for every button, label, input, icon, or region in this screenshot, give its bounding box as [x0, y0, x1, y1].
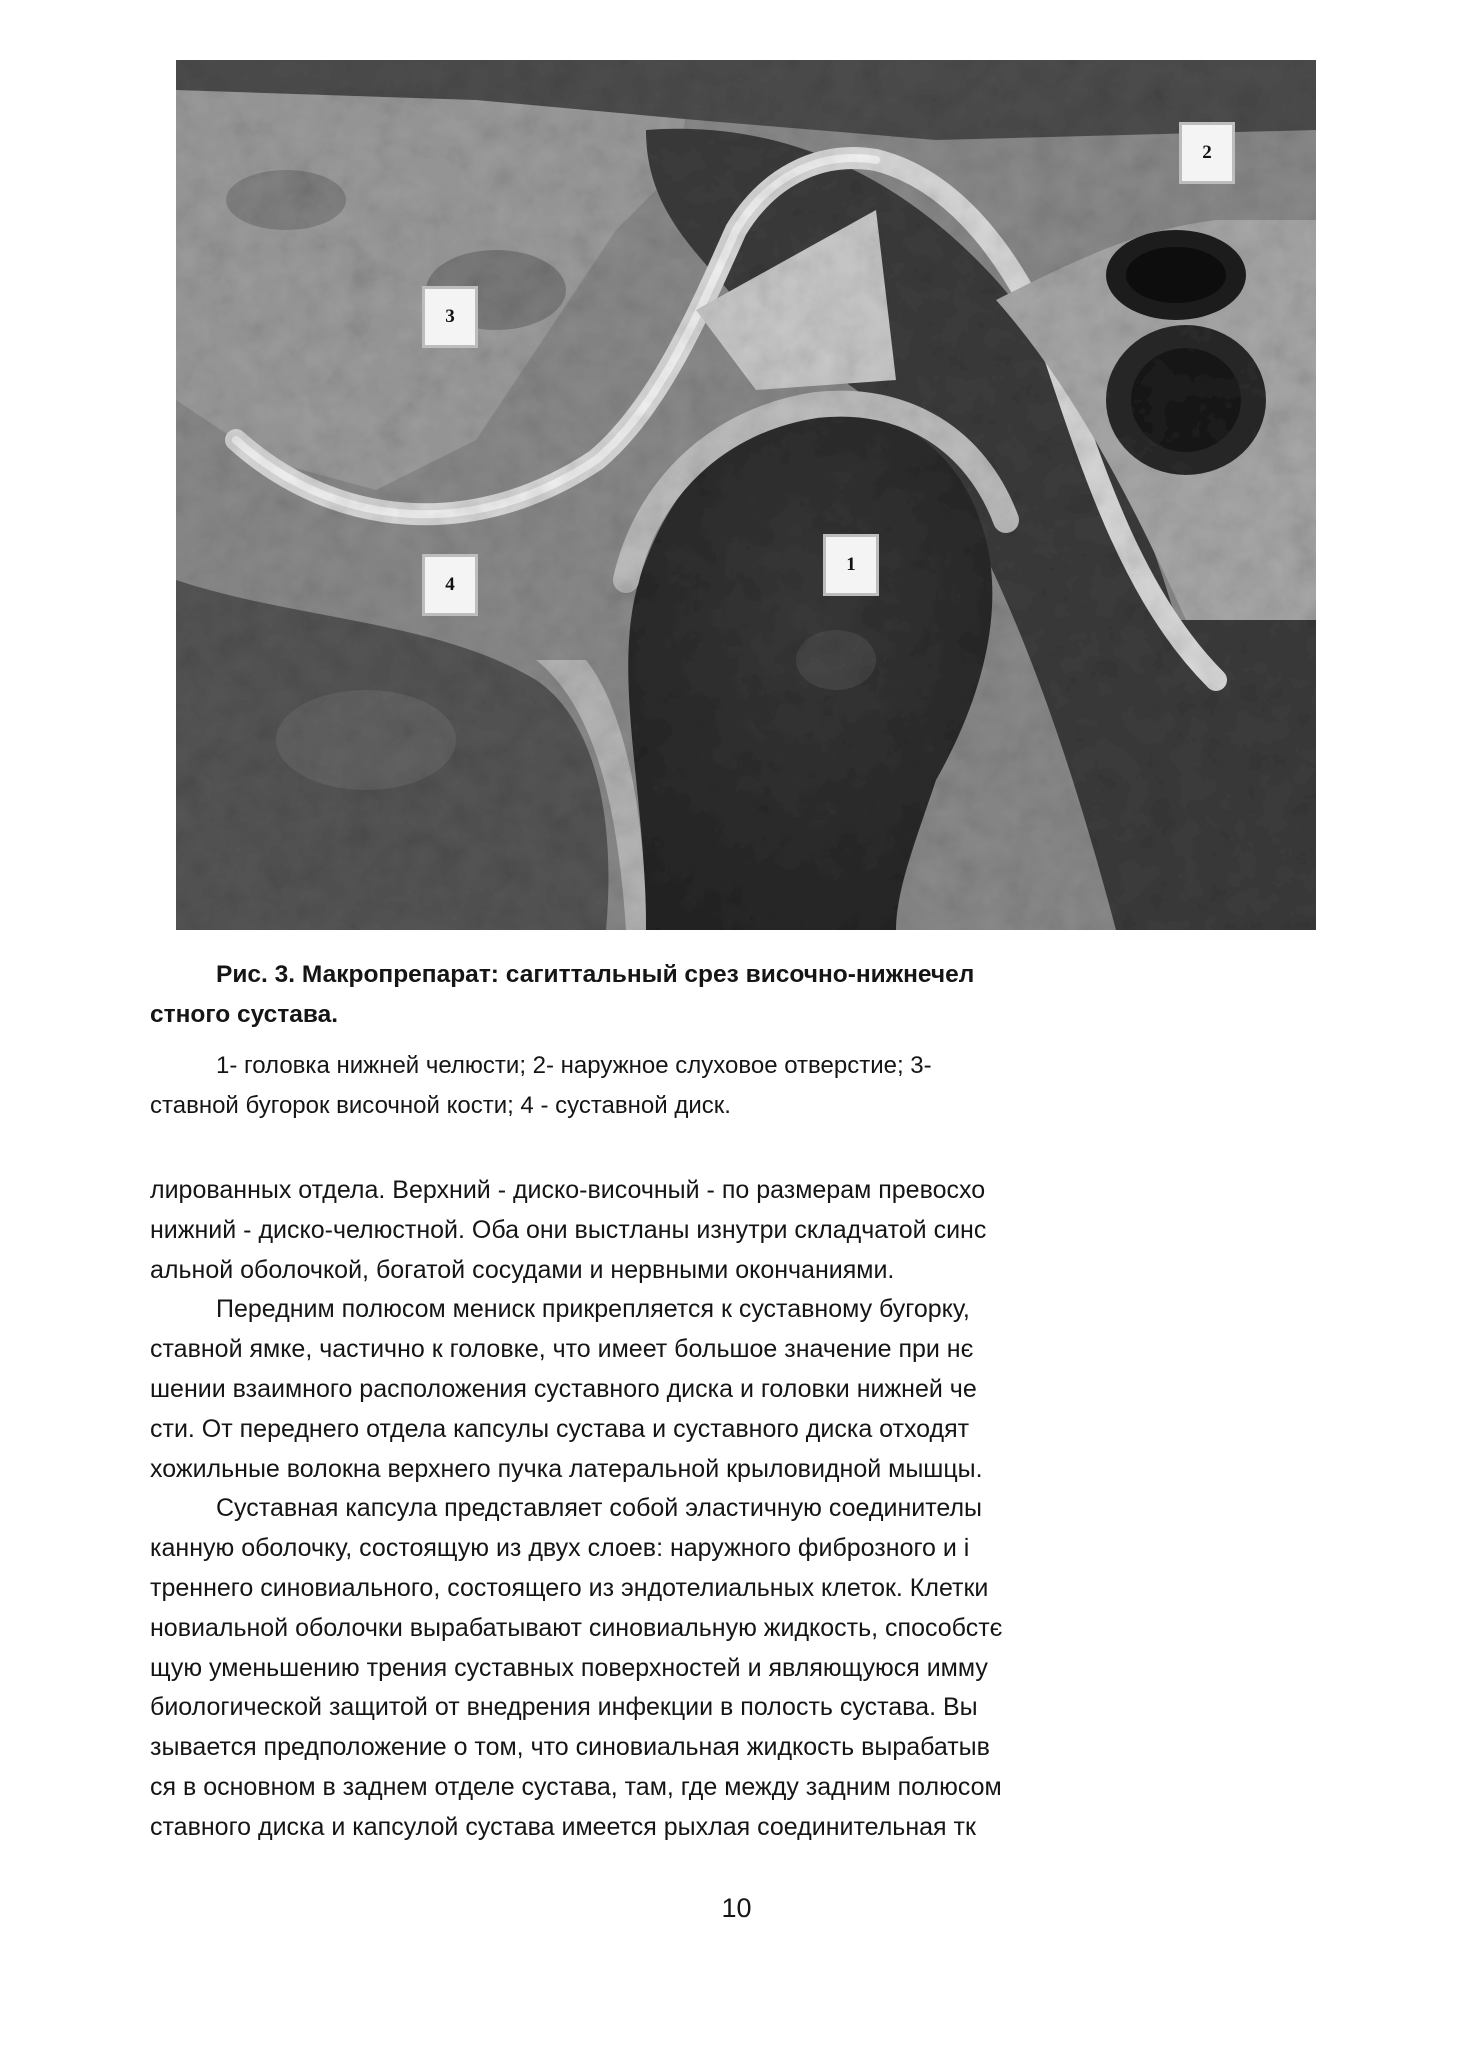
page-number: 10 [721, 1893, 752, 1923]
figure-caption-legend [150, 1046, 1315, 1126]
marker-3: 3 [422, 286, 478, 348]
body-line: щую уменьшению трения суставных поверхностей и являющуюся имму [150, 1653, 988, 1682]
body-line: альной оболочкой, богатой сосудами и нервными окончаниями. [150, 1255, 895, 1284]
body-line: Суставная капсула представляет собой эластичную соединителы [216, 1494, 983, 1523]
body-line: хожильные волокна верхнего пучка латеральной крыловидной мышцы. [150, 1454, 983, 1483]
caption-title-line: Рис. 3. Макропрепарат: сагиттальный срез височно-нижнечел [216, 961, 975, 988]
sagittal-section-image [176, 60, 1316, 930]
caption-legend-line: 1- головка нижней челюсти; 2- наружное слуховое отверстие; 3- [216, 1052, 932, 1079]
body-line: ся в основном в заднем отделе сустава, там, где между задним полюсом [150, 1772, 1002, 1801]
body-line: треннего синовиального, состоящего из эндотелиальных клеток. Клетки [150, 1573, 989, 1602]
body-line: шении взаимного расположения суставного диска и головки нижней че [150, 1374, 977, 1403]
marker-4: 4 [422, 554, 478, 616]
body-line: ставного диска и капсулой сустава имеется рыхлая соединительная тк [150, 1812, 976, 1841]
body-line: нижний - диско-челюстной. Оба они выстланы изнутри складчатой синс [150, 1215, 987, 1244]
caption-title-line: стного сустава. [150, 1001, 339, 1028]
body-line: зывается предположение о том, что синовиальная жидкость вырабатыв [150, 1733, 990, 1762]
body-line: сти. От переднего отдела капсулы сустава и суставного диска отходят [150, 1414, 970, 1443]
caption-legend-line: ставной бугорок височной кости; 4 - суставной диск. [150, 1092, 731, 1119]
body-line: ставной ямке, частично к головке, что имеет большое значение при нє [150, 1335, 974, 1364]
figure-photo [176, 60, 1316, 930]
body-line: Передним полюсом мениск прикрепляется к суставному бугорку, [216, 1295, 970, 1324]
marker-1: 1 [823, 534, 879, 596]
body-text [150, 1171, 1315, 1848]
body-line: лированных отдела. Верхний - диско-височный - по размерам превосхо [150, 1176, 986, 1204]
body-line: новиальной оболочки вырабатывают синовиальную жидкость, способстє [150, 1613, 1003, 1642]
body-line: канную оболочку, состоящую из двух слоев: наружного фиброзного и і [150, 1534, 970, 1563]
marker-2: 2 [1179, 122, 1235, 184]
figure-caption-title [150, 955, 1315, 1035]
body-line: биологической защитой от внедрения инфекции в полость сустава. Вы [150, 1693, 978, 1722]
